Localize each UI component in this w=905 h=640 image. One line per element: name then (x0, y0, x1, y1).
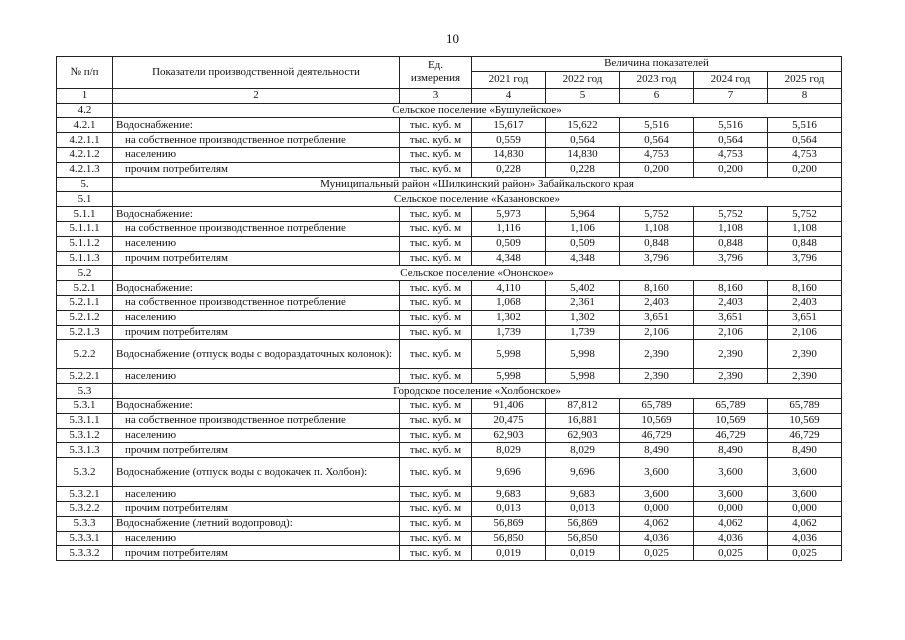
indicator-label: Водоснабжение: (113, 281, 400, 296)
col-number: 5 (546, 88, 620, 103)
unit-cell: тыс. куб. м (400, 147, 472, 162)
value-cell: 9,683 (472, 487, 546, 502)
unit-cell: тыс. куб. м (400, 340, 472, 369)
value-cell: 8,490 (620, 443, 694, 458)
value-cell: 8,029 (546, 443, 620, 458)
value-cell: 9,696 (472, 458, 546, 487)
value-cell: 0,200 (768, 162, 842, 177)
row-number: 5.2.2 (57, 340, 113, 369)
indicator-label: прочим потребителям (113, 325, 400, 340)
indicator-label: прочим потребителям (113, 501, 400, 516)
value-cell: 0,564 (768, 133, 842, 148)
section-row (57, 266, 842, 281)
value-cell: 5,752 (620, 207, 694, 222)
table-row (57, 118, 842, 133)
value-cell: 9,696 (546, 458, 620, 487)
value-cell: 0,200 (694, 162, 768, 177)
value-cell: 4,036 (694, 531, 768, 546)
table-row (57, 531, 842, 546)
value-cell: 4,062 (694, 516, 768, 531)
indicator-label: прочим потребителям (113, 443, 400, 458)
value-cell: 3,796 (768, 251, 842, 266)
indicator-label: населению (113, 310, 400, 325)
value-cell: 8,160 (620, 281, 694, 296)
value-cell: 1,108 (694, 221, 768, 236)
value-cell: 16,881 (546, 413, 620, 428)
value-cell: 5,516 (694, 118, 768, 133)
table-row (57, 221, 842, 236)
value-cell: 8,029 (472, 443, 546, 458)
table-body (57, 103, 842, 561)
unit-cell: тыс. куб. м (400, 281, 472, 296)
row-number: 5.2.2.1 (57, 369, 113, 384)
value-cell: 0,019 (546, 546, 620, 561)
section-title: Городское поселение «Холбонское» (113, 384, 842, 399)
row-number: 5.1 (57, 192, 113, 207)
value-cell: 5,998 (472, 340, 546, 369)
value-cell: 0,025 (620, 546, 694, 561)
col-number: 7 (694, 88, 768, 103)
unit-cell: тыс. куб. м (400, 133, 472, 148)
value-cell: 2,390 (620, 369, 694, 384)
indicators-table (56, 56, 842, 561)
unit-cell: тыс. куб. м (400, 531, 472, 546)
value-cell: 14,830 (546, 147, 620, 162)
table-row (57, 251, 842, 266)
value-cell: 0,509 (472, 236, 546, 251)
value-cell: 0,228 (546, 162, 620, 177)
unit-cell: тыс. куб. м (400, 546, 472, 561)
indicator-label: на собственное производственное потребление (113, 221, 400, 236)
section-title: Муниципальный район «Шилкинский район» Забайкальского края (113, 177, 842, 192)
value-cell: 46,729 (620, 428, 694, 443)
value-cell: 8,160 (694, 281, 768, 296)
value-cell: 1,116 (472, 221, 546, 236)
value-cell: 3,600 (694, 458, 768, 487)
col-number: 3 (400, 88, 472, 103)
unit-cell: тыс. куб. м (400, 251, 472, 266)
value-cell: 4,110 (472, 281, 546, 296)
value-cell: 2,106 (694, 325, 768, 340)
value-cell: 5,516 (768, 118, 842, 133)
row-number: 5.3.1 (57, 398, 113, 413)
value-cell: 2,403 (620, 295, 694, 310)
table-row (57, 428, 842, 443)
unit-cell: тыс. куб. м (400, 295, 472, 310)
value-cell: 62,903 (546, 428, 620, 443)
value-cell: 0,025 (694, 546, 768, 561)
value-cell: 8,490 (694, 443, 768, 458)
unit-cell: тыс. куб. м (400, 458, 472, 487)
value-cell: 0,019 (472, 546, 546, 561)
value-cell: 2,403 (768, 295, 842, 310)
value-cell: 0,000 (768, 501, 842, 516)
value-cell: 9,683 (546, 487, 620, 502)
value-cell: 2,403 (694, 295, 768, 310)
row-number: 5.3.2.2 (57, 501, 113, 516)
value-cell: 65,789 (694, 398, 768, 413)
header-year: 2022 год (546, 71, 620, 88)
value-cell: 2,106 (620, 325, 694, 340)
header-values-group: Величина показателей (472, 57, 842, 72)
indicator-label: населению (113, 428, 400, 443)
unit-cell: тыс. куб. м (400, 310, 472, 325)
unit-cell: тыс. куб. м (400, 207, 472, 222)
value-cell: 0,000 (620, 501, 694, 516)
indicator-label: Водоснабжение (отпуск воды с водораздаточных колонок): (113, 340, 400, 369)
table-row (57, 310, 842, 325)
row-number: 4.2.1.1 (57, 133, 113, 148)
header-year: 2024 год (694, 71, 768, 88)
value-cell: 0,013 (472, 501, 546, 516)
value-cell: 3,600 (768, 458, 842, 487)
row-number: 5.2.1.3 (57, 325, 113, 340)
indicator-label: населению (113, 531, 400, 546)
header-unit: Ед. измерения (400, 57, 472, 89)
table-row (57, 295, 842, 310)
value-cell: 4,753 (768, 147, 842, 162)
table-row (57, 340, 842, 369)
value-cell: 65,789 (768, 398, 842, 413)
unit-cell: тыс. куб. м (400, 118, 472, 133)
row-number: 5.3.3 (57, 516, 113, 531)
value-cell: 0,564 (546, 133, 620, 148)
value-cell: 1,739 (472, 325, 546, 340)
section-title: Сельское поселение «Казановское» (113, 192, 842, 207)
value-cell: 5,973 (472, 207, 546, 222)
value-cell: 3,600 (694, 487, 768, 502)
value-cell: 2,361 (546, 295, 620, 310)
value-cell: 5,516 (620, 118, 694, 133)
row-number: 5.1.1 (57, 207, 113, 222)
value-cell: 56,869 (546, 516, 620, 531)
header-year: 2023 год (620, 71, 694, 88)
indicator-label: Водоснабжение: (113, 207, 400, 222)
indicator-label: Водоснабжение (летний водопровод): (113, 516, 400, 531)
col-number: 2 (113, 88, 400, 103)
table-row (57, 133, 842, 148)
unit-cell: тыс. куб. м (400, 516, 472, 531)
unit-cell: тыс. куб. м (400, 162, 472, 177)
row-number: 5.1.1.3 (57, 251, 113, 266)
header-num: № п/п (57, 57, 113, 89)
value-cell: 4,036 (620, 531, 694, 546)
value-cell: 10,569 (768, 413, 842, 428)
header-col-numbers (57, 88, 842, 103)
value-cell: 20,475 (472, 413, 546, 428)
table-row (57, 281, 842, 296)
value-cell: 8,160 (768, 281, 842, 296)
value-cell: 4,348 (472, 251, 546, 266)
value-cell: 10,569 (620, 413, 694, 428)
table-row (57, 501, 842, 516)
value-cell: 0,000 (694, 501, 768, 516)
value-cell: 62,903 (472, 428, 546, 443)
indicator-label: населению (113, 236, 400, 251)
row-number: 4.2.1.3 (57, 162, 113, 177)
value-cell: 56,850 (546, 531, 620, 546)
col-number: 4 (472, 88, 546, 103)
value-cell: 1,739 (546, 325, 620, 340)
value-cell: 0,848 (768, 236, 842, 251)
table-row (57, 147, 842, 162)
row-number: 5.3 (57, 384, 113, 399)
indicator-label: на собственное производственное потребление (113, 295, 400, 310)
value-cell: 2,390 (694, 340, 768, 369)
value-cell: 56,869 (472, 516, 546, 531)
indicator-label: на собственное производственное потребление (113, 133, 400, 148)
indicator-label: населению (113, 147, 400, 162)
row-number: 5.3.1.3 (57, 443, 113, 458)
row-number: 4.2.1 (57, 118, 113, 133)
value-cell: 2,106 (768, 325, 842, 340)
col-number: 1 (57, 88, 113, 103)
value-cell: 65,789 (620, 398, 694, 413)
col-number: 8 (768, 88, 842, 103)
value-cell: 0,025 (768, 546, 842, 561)
value-cell: 3,600 (620, 487, 694, 502)
value-cell: 2,390 (768, 340, 842, 369)
value-cell: 8,490 (768, 443, 842, 458)
unit-cell: тыс. куб. м (400, 369, 472, 384)
value-cell: 3,796 (694, 251, 768, 266)
indicator-label: прочим потребителям (113, 251, 400, 266)
value-cell: 1,302 (472, 310, 546, 325)
table-row (57, 443, 842, 458)
value-cell: 0,200 (620, 162, 694, 177)
table-row (57, 369, 842, 384)
value-cell: 10,569 (694, 413, 768, 428)
header-year: 2021 год (472, 71, 546, 88)
value-cell: 5,402 (546, 281, 620, 296)
unit-cell: тыс. куб. м (400, 325, 472, 340)
value-cell: 5,752 (768, 207, 842, 222)
row-number: 5.3.2.1 (57, 487, 113, 502)
section-row (57, 384, 842, 399)
row-number: 5.3.3.1 (57, 531, 113, 546)
value-cell: 5,752 (694, 207, 768, 222)
table-row (57, 398, 842, 413)
indicator-label: на собственное производственное потребление (113, 413, 400, 428)
value-cell: 1,108 (620, 221, 694, 236)
value-cell: 1,302 (546, 310, 620, 325)
row-number: 5.1.1.1 (57, 221, 113, 236)
section-title: Сельское поселение «Бушулейское» (113, 103, 842, 118)
section-row (57, 177, 842, 192)
section-row (57, 103, 842, 118)
value-cell: 3,796 (620, 251, 694, 266)
value-cell: 2,390 (694, 369, 768, 384)
header-indicator: Показатели производственной деятельности (113, 57, 400, 89)
row-number: 5.1.1.2 (57, 236, 113, 251)
row-number: 5.3.3.2 (57, 546, 113, 561)
value-cell: 2,390 (620, 340, 694, 369)
section-title: Сельское поселение «Ононское» (113, 266, 842, 281)
value-cell: 0,848 (694, 236, 768, 251)
indicator-label: населению (113, 487, 400, 502)
value-cell: 4,062 (620, 516, 694, 531)
unit-cell: тыс. куб. м (400, 413, 472, 428)
unit-cell: тыс. куб. м (400, 221, 472, 236)
table-row (57, 162, 842, 177)
table-row (57, 458, 842, 487)
value-cell: 0,013 (546, 501, 620, 516)
unit-cell: тыс. куб. м (400, 398, 472, 413)
value-cell: 5,998 (546, 369, 620, 384)
table-row (57, 516, 842, 531)
value-cell: 5,998 (472, 369, 546, 384)
value-cell: 2,390 (768, 369, 842, 384)
value-cell: 3,651 (694, 310, 768, 325)
unit-cell: тыс. куб. м (400, 487, 472, 502)
section-row (57, 192, 842, 207)
value-cell: 0,228 (472, 162, 546, 177)
value-cell: 56,850 (472, 531, 546, 546)
value-cell: 4,062 (768, 516, 842, 531)
row-number: 5.2.1.1 (57, 295, 113, 310)
value-cell: 14,830 (472, 147, 546, 162)
table-row (57, 236, 842, 251)
unit-cell: тыс. куб. м (400, 428, 472, 443)
unit-cell: тыс. куб. м (400, 236, 472, 251)
value-cell: 5,998 (546, 340, 620, 369)
header-year: 2025 год (768, 71, 842, 88)
row-number: 5.3.2 (57, 458, 113, 487)
value-cell: 5,964 (546, 207, 620, 222)
value-cell: 1,106 (546, 221, 620, 236)
table-row (57, 487, 842, 502)
value-cell: 1,108 (768, 221, 842, 236)
col-number: 6 (620, 88, 694, 103)
row-number: 5.2.1 (57, 281, 113, 296)
value-cell: 46,729 (694, 428, 768, 443)
row-number: 5.3.1.1 (57, 413, 113, 428)
value-cell: 15,617 (472, 118, 546, 133)
row-number: 5. (57, 177, 113, 192)
table-row (57, 546, 842, 561)
value-cell: 0,564 (620, 133, 694, 148)
indicator-label: прочим потребителям (113, 162, 400, 177)
value-cell: 4,036 (768, 531, 842, 546)
value-cell: 46,729 (768, 428, 842, 443)
value-cell: 4,753 (694, 147, 768, 162)
indicator-label: Водоснабжение: (113, 398, 400, 413)
table-row (57, 207, 842, 222)
value-cell: 3,600 (768, 487, 842, 502)
value-cell: 0,559 (472, 133, 546, 148)
unit-cell: тыс. куб. м (400, 501, 472, 516)
row-number: 5.2 (57, 266, 113, 281)
value-cell: 4,348 (546, 251, 620, 266)
row-number: 4.2.1.2 (57, 147, 113, 162)
value-cell: 87,812 (546, 398, 620, 413)
value-cell: 1,068 (472, 295, 546, 310)
row-number: 5.3.1.2 (57, 428, 113, 443)
indicator-label: Водоснабжение: (113, 118, 400, 133)
value-cell: 4,753 (620, 147, 694, 162)
value-cell: 91,406 (472, 398, 546, 413)
indicator-label: Водоснабжение (отпуск воды с водокачек п. Холбон): (113, 458, 400, 487)
indicator-label: прочим потребителям (113, 546, 400, 561)
table-row (57, 413, 842, 428)
value-cell: 3,651 (620, 310, 694, 325)
row-number: 4.2 (57, 103, 113, 118)
row-number: 5.2.1.2 (57, 310, 113, 325)
indicator-label: населению (113, 369, 400, 384)
header-row-1 (57, 57, 842, 72)
page-number: 10 (446, 31, 459, 46)
value-cell: 0,848 (620, 236, 694, 251)
unit-cell: тыс. куб. м (400, 443, 472, 458)
value-cell: 3,600 (620, 458, 694, 487)
value-cell: 15,622 (546, 118, 620, 133)
value-cell: 0,509 (546, 236, 620, 251)
value-cell: 0,564 (694, 133, 768, 148)
value-cell: 3,651 (768, 310, 842, 325)
table-row (57, 325, 842, 340)
